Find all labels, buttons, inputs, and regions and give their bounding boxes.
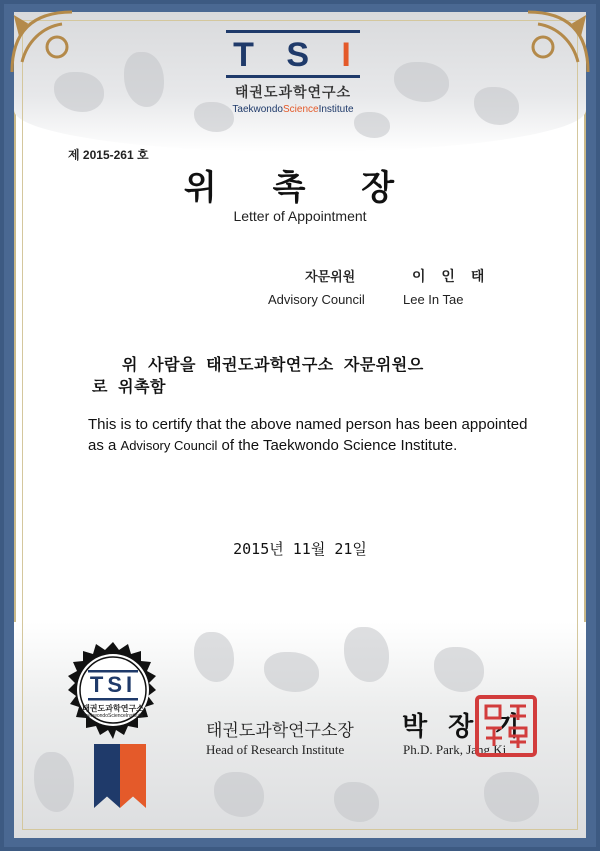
header-logo [218,30,368,115]
body-text-english: This is to certify that the above named person has been appointed as a Advisory Council of the Taekwondo Science Institute. [88,416,528,454]
logo-bottom-bar [226,75,360,78]
official-stamp-icon [474,694,538,758]
body-text-korean [92,354,532,398]
logo-letters [218,35,368,75]
appointee-role-kr: 자문위원 [305,269,356,284]
title-korean: 위 촉 장 [183,168,417,208]
logo-letter-s: S [286,36,311,74]
seal-name-kr: 태권도과학연구소 [82,704,144,713]
signer-title-kr: 태권도과학연구소장 [206,721,354,741]
signer-name-kr: 박 장 기 [402,712,526,742]
appointee-role-en: Advisory Council [268,292,365,307]
appointee-name-en: Lee In Tae [403,292,464,307]
logo-name-en: TaekwondoScienceInstitute [232,104,354,115]
title-english: Letter of Appointment [233,208,367,224]
signer-title-en: Head of Research Institute [206,742,345,757]
issue-date: 2015년 11월 21일 [233,540,367,558]
certificate-number: 제 2015-261 호 [68,148,149,162]
logo-top-bar [226,30,360,33]
appointee-name-kr: 이 인 태 [412,268,491,284]
seal-name-en: TaekwondoScienceInstitute [82,713,144,719]
ornament-top-left-icon [2,2,92,82]
body-kr-line1: 위 사람을 태권도과학연구소 자문위원으 [122,355,424,374]
body-kr-line2: 로 위촉함 [92,377,166,396]
logo-letter-i: I [341,36,353,74]
logo-name-kr: 태권도과학연구소 [234,84,352,100]
logo-letter-t: T [233,36,256,74]
signer-name-en: Ph.D. Park, Jang Ki [403,742,507,757]
ornament-top-right-icon [508,2,598,82]
seal-letters: TSI [89,672,137,697]
